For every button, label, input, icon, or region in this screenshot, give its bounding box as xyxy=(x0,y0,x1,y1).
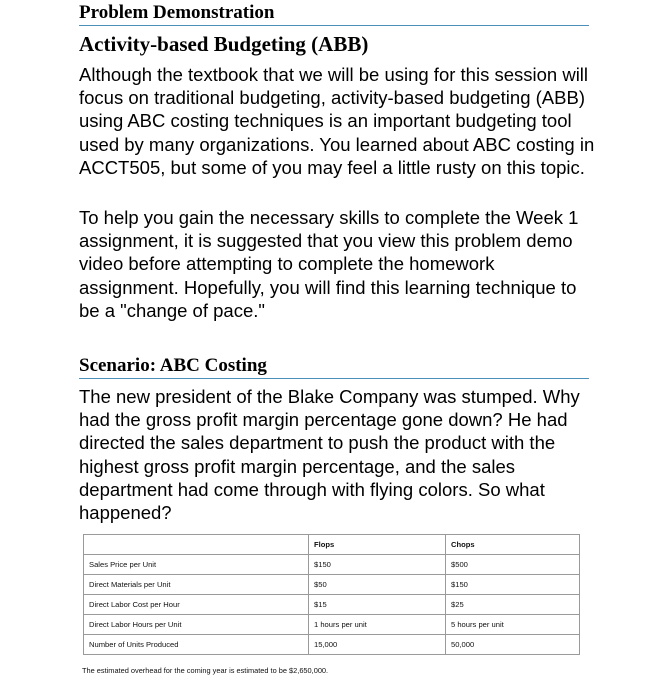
row-label: Direct Materials per Unit xyxy=(84,575,309,595)
flops-value: $15 xyxy=(309,595,446,615)
section-heading-rule xyxy=(79,25,589,26)
table-header-flops: Flops xyxy=(309,535,446,555)
chops-value: 5 hours per unit xyxy=(446,615,580,635)
table-row xyxy=(84,635,580,655)
row-label: Direct Labor Cost per Hour xyxy=(84,595,309,615)
row-label: Sales Price per Unit xyxy=(84,555,309,575)
row-label: Direct Labor Hours per Unit xyxy=(84,615,309,635)
chops-value: $150 xyxy=(446,575,580,595)
table-row xyxy=(84,555,580,575)
row-label: Number of Units Produced xyxy=(84,635,309,655)
intro-paragraph-2: To help you gain the necessary skills to complete the Week 1 assignment, it is suggested that you view this problem demo video before attempting to complete the homework assignment. Hopefully, you will find this learning technique to be a "change of pace." xyxy=(79,207,579,321)
flops-value: $150 xyxy=(309,555,446,575)
overhead-footnote: The estimated overhead for the coming year is estimated to be $2,650,000. xyxy=(82,666,329,675)
page-title: Activity-based Budgeting (ABB) xyxy=(79,32,369,56)
table-header-row xyxy=(84,535,580,555)
table-header-chops: Chops xyxy=(446,535,580,555)
chops-value: 50,000 xyxy=(446,635,580,655)
flops-value: $50 xyxy=(309,575,446,595)
chops-value: $500 xyxy=(446,555,580,575)
flops-value: 1 hours per unit xyxy=(309,615,446,635)
table-row xyxy=(84,575,580,595)
flops-value: 15,000 xyxy=(309,635,446,655)
intro-paragraph-1: Although the textbook that we will be using for this session will focus on traditional budgeting, activity-based budgeting (ABB) using ABC costing techniques is an important budgeting tool used by many organizations. You learned about ABC costing in ACCT505, but some of you may feel a little rusty on this topic. xyxy=(79,64,595,178)
scenario-heading: Scenario: ABC Costing xyxy=(79,355,267,376)
table-header-cell xyxy=(84,535,309,555)
scenario-heading-rule xyxy=(79,378,589,379)
section-heading: Problem Demonstration xyxy=(79,2,275,23)
cost-data-table xyxy=(83,534,580,655)
table-row xyxy=(84,615,580,635)
chops-value: $25 xyxy=(446,595,580,615)
scenario-paragraph: The new president of the Blake Company was stumped. Why had the gross profit margin percentage gone down? He had directed the sales department to push the product with the highest gross profit margin percentage, and the sales department had come through with flying colors. So what happened? xyxy=(79,386,580,524)
table-row xyxy=(84,595,580,615)
